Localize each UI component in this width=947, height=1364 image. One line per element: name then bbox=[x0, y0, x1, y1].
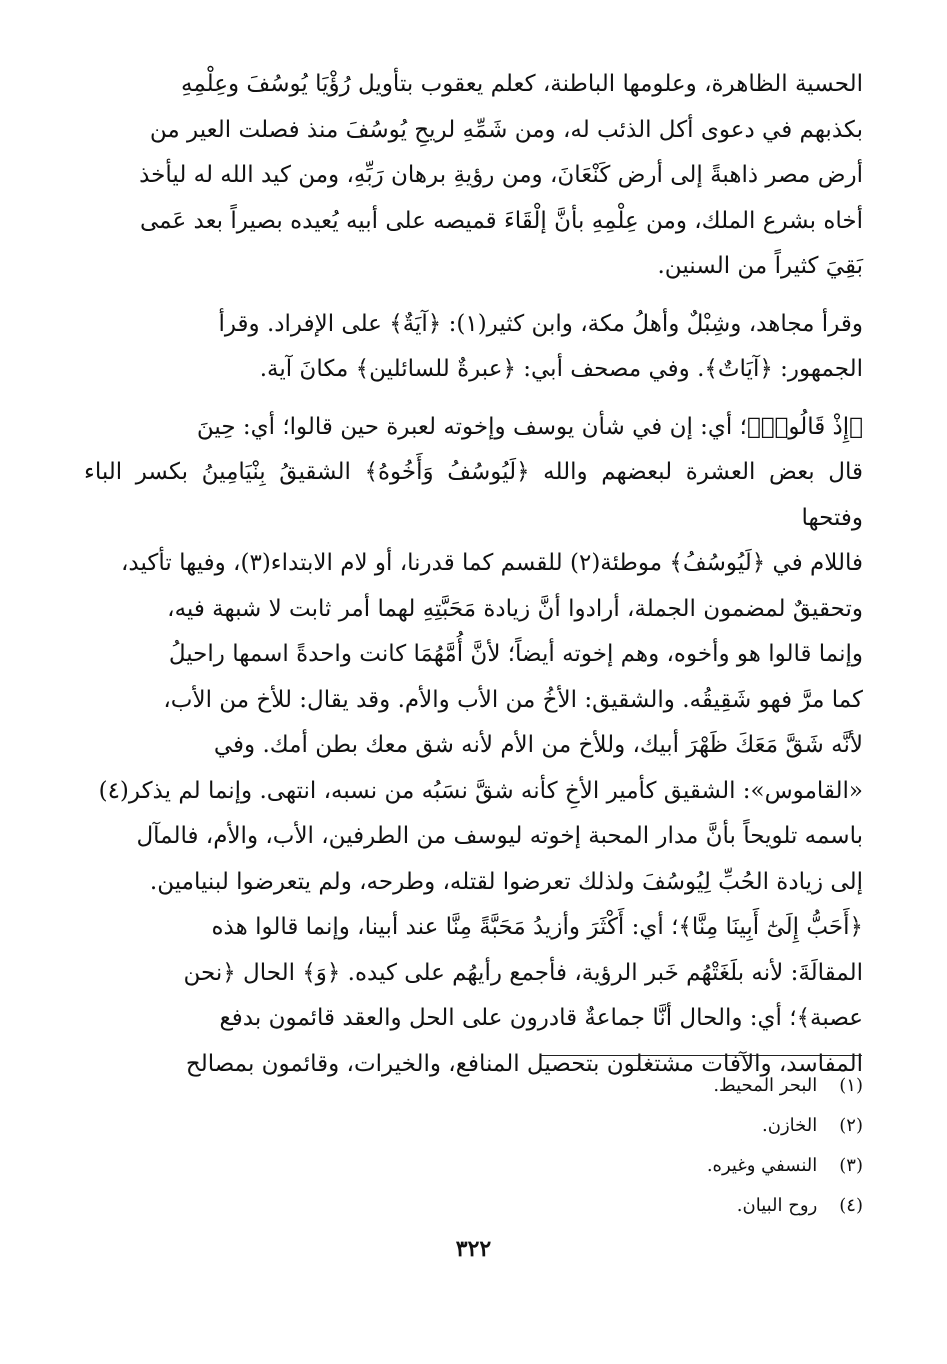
text-line: وقرأ مجاهد، وشِبْلٌ وأهلُ مكة، وابن كثير(١): ﴿آيَةٌ﴾ على الإفراد. وقرأ bbox=[218, 310, 863, 337]
text-line: «القاموس»: الشقيق كأمير الأخِ كأنه شقَّ نسَبُه من نسبه، انتهى. وإنما لم يذكر(٤) bbox=[98, 777, 863, 804]
text-line: عصبة﴾؛ أي: والحال أنَّا جماعةٌ قادرون على الحل والعقد قائمون بدفع bbox=[219, 1005, 863, 1031]
text-line: بكذبهم في دعوى أكل الذئب له، ومن شَمِّهِ لريحِ يُوسُفَ منذ فصلت العير من bbox=[149, 116, 863, 143]
paragraph-3 bbox=[84, 405, 863, 1088]
text-line: باسمه تلويحاً بأنَّ مدار المحبة إخوته ليوسف من الطرفين، الأب، والأم، فالمآل bbox=[136, 823, 863, 849]
text-line: لأنَّه شَقَّ مَعَكَ ظَهْرَ أبيك، وللأخ من الأم لأنه شق معك بطن أمك. وفي bbox=[213, 732, 863, 758]
text-line: وإنما قالوا هو وأخوه، وهم إخوته أيضاً؛ لأنَّ أُمَّهُمَا كانت واحدةً اسمها راحيلُ bbox=[168, 641, 863, 667]
footnote-text: روح البيان. bbox=[736, 1195, 818, 1216]
footnote-item bbox=[363, 1146, 863, 1186]
text-line: المقالَةَ: لأنه بلَغَتْهُم خَبر الرؤية، فأجمع رأيهُم على كيده. ﴿وَ﴾ الحال ﴿نحن bbox=[183, 959, 863, 986]
footnote-text: الخازن. bbox=[762, 1115, 818, 1136]
footnote-number: (١) bbox=[839, 1075, 863, 1096]
footnote-number: (٣) bbox=[839, 1155, 863, 1176]
text-line: قال بعض العشرة لبعضهم والله ﴿لَيُوسُفُ وَأَخُوهُ﴾ الشقيقُ بِنْيَامِينُ بكسر الباء وفتحها bbox=[84, 459, 863, 531]
text-line: بَقِيَ كثيراً من السنين. bbox=[657, 253, 863, 279]
text-line: المفاسد، والآفات مشتغلون بتحصيل المنافع، والخيرات، وقائمون بمصالح bbox=[185, 1050, 863, 1077]
footnote-item bbox=[363, 1066, 863, 1106]
text-line: الحسية الظاهرة، وعلومها الباطنة، كعلم يعقوب بتأويل رُؤْيَا يُوسُفَ وعِلْمِهِ bbox=[181, 71, 863, 97]
main-text bbox=[84, 62, 863, 1087]
text-line: فاللام في ﴿لَيُوسُفُ﴾ موطئة(٢) للقسم كما قدرنا، أو لام الابتداء(٣)، وفيها تأكيد، bbox=[120, 550, 863, 576]
footnote-divider bbox=[540, 1055, 862, 1056]
paragraph-1 bbox=[84, 62, 863, 290]
footnotes bbox=[363, 1066, 863, 1226]
paragraph-2 bbox=[84, 302, 863, 393]
footnote-number: (٤) bbox=[839, 1195, 863, 1216]
footnote-number: (٢) bbox=[839, 1115, 863, 1136]
text-line: كما مرَّ فهو شَقِيقُه. والشقيق: الأخُ من الأب والأم. وقد يقال: للأخ من الأب، bbox=[163, 686, 863, 713]
text-line: ﴿إِذْ قَالُوا۟﴾؛ أي: إن في شأن يوسف وإخوته لعبرة حين قالوا؛ أي: حِينَ bbox=[196, 413, 863, 440]
text-line: وتحقيقٌ لمضمون الجملة، أرادوا أنَّ زيادة مَحَبَّتِهِ لهما أمر ثابت لا شبهة فيه، bbox=[167, 595, 863, 622]
footnote-item bbox=[363, 1186, 863, 1226]
text-line: إلى زيادة الحُبِّ لِيُوسُفَ ولذلك تعرضوا لقتله، وطرحه، ولم يتعرضوا لبنيامين. bbox=[149, 868, 863, 895]
text-line: ﴿أَحَبُّ إِلَىٰٓ أَبِينَا مِنَّا﴾؛ أي: أَكْثَرَ وأزيدُ مَحَبَّةً مِنَّا عند أبينا، وإنما قالوا هذه bbox=[211, 914, 863, 940]
footnote-text: البحر المحيط. bbox=[713, 1075, 818, 1096]
footnote-text: النسفي وغيره. bbox=[706, 1155, 818, 1176]
text-line: أرض مصر ذاهبةً إلى أرض كَنْعَانَ، ومن رؤيةِ برهان رَبِّهِ، ومن كيد الله له ليأخذ bbox=[139, 162, 863, 188]
page-number: ٣٢٢ bbox=[455, 1236, 492, 1262]
text-line: الجمهور: ﴿آيَاتٌ﴾. وفي مصحف أبي: ﴿عبرةٌ للسائلين﴾ مكانَ آية. bbox=[259, 356, 863, 382]
footnote-item bbox=[363, 1106, 863, 1146]
text-line: أخاه بشرع الملك، ومن عِلْمِهِ بأنَّ إلْقَاءَ قميصه على أبيه يُعيده بصيراً بعد عَمى bbox=[140, 207, 863, 234]
